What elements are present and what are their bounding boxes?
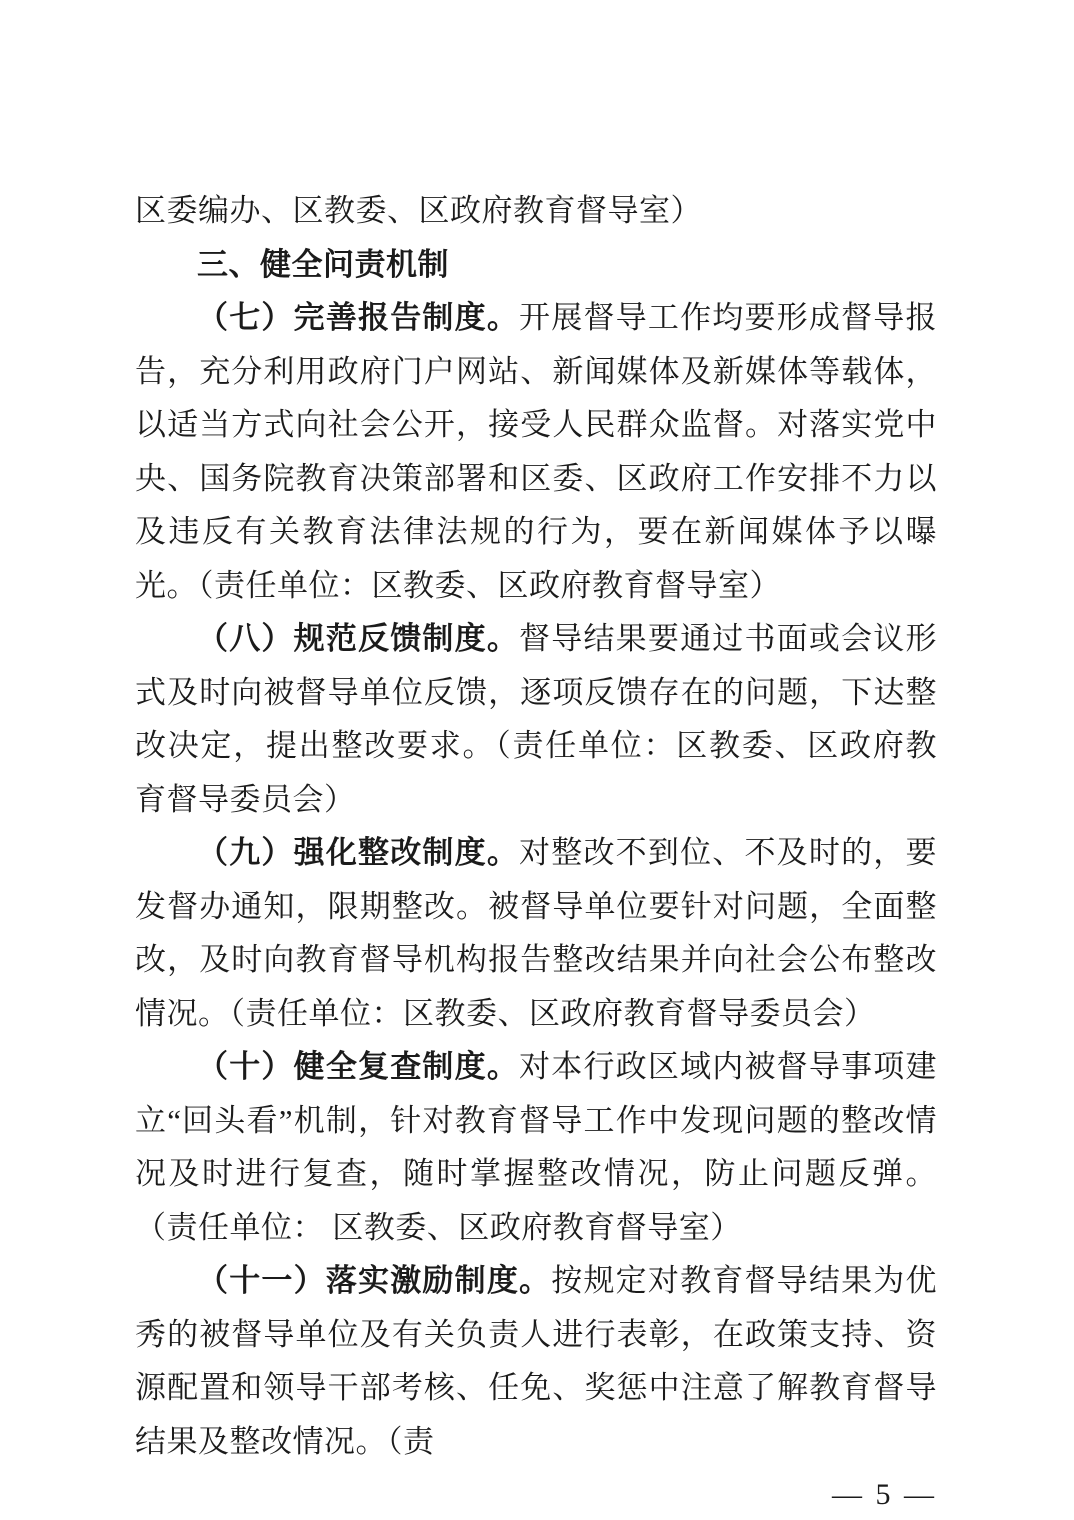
- paragraph-8-body: 督导结果要通过书面或会议形式及时向被督导单位反馈，逐项反馈存在的问题，下达整改决定，提出整改要求。（责任单位：区教委、区政府教育督导委员会）: [135, 621, 938, 817]
- paragraph-9-body: 对整改不到位、不及时的，要发督办通知，限期整改。被督导单位要针对问题，全面整改，及时向教育督导机构报告整改结果并向社会公布整改情况。（责任单位：区教委、区政府教育督导委员会）: [135, 835, 938, 1031]
- page-number: — 5 —: [832, 1478, 937, 1511]
- paragraph-7: [135, 291, 937, 612]
- section-heading: 三、健全问责机制: [197, 246, 449, 282]
- paragraph-7-lead: （七）完善报告制度。: [197, 300, 520, 335]
- continuation-line: 区委编办、区教委、区政府教育督导室）: [135, 193, 702, 228]
- paragraph-8: [135, 612, 937, 826]
- paragraph-11: [135, 1254, 937, 1468]
- paragraph-9-lead: （九）强化整改制度。: [197, 835, 520, 870]
- paragraph-10: [135, 1040, 937, 1254]
- paragraph-11-lead: （十一）落实激励制度。: [197, 1263, 552, 1298]
- paragraph-7-body: 开展督导工作均要形成督导报告，充分利用政府门户网站、新闻媒体及新媒体等载体，以适当方式向社会公开，接受人民群众监督。对落实党中央、国务院教育决策部署和区委、区政府工作安排不力以及违反有关教育法律法规的行为，要在新闻媒体予以曝光。（责任单位：区教委、区政府教育督导室）: [135, 300, 938, 603]
- paragraph-10-lead: （十）健全复查制度。: [197, 1049, 520, 1084]
- document-body: [135, 184, 937, 1520]
- paragraph-10-body: 对本行政区域内被督导事项建立“回头看”机制，针对教育督导工作中发现问题的整改情况及时进行复查，随时掌握整改情况，防止问题反弹。（责任单位： 区教委、区政府教育督导室）: [135, 1049, 938, 1245]
- paragraph-9: [135, 826, 937, 1040]
- paragraph-8-lead: （八）规范反馈制度。: [197, 621, 520, 656]
- paragraph-11-body: 按规定对教育督导结果为优秀的被督导单位及有关负责人进行表彰，在政策支持、资源配置和领导干部考核、任免、奖惩中注意了解教育督导结果及整改情况。（责: [135, 1263, 937, 1459]
